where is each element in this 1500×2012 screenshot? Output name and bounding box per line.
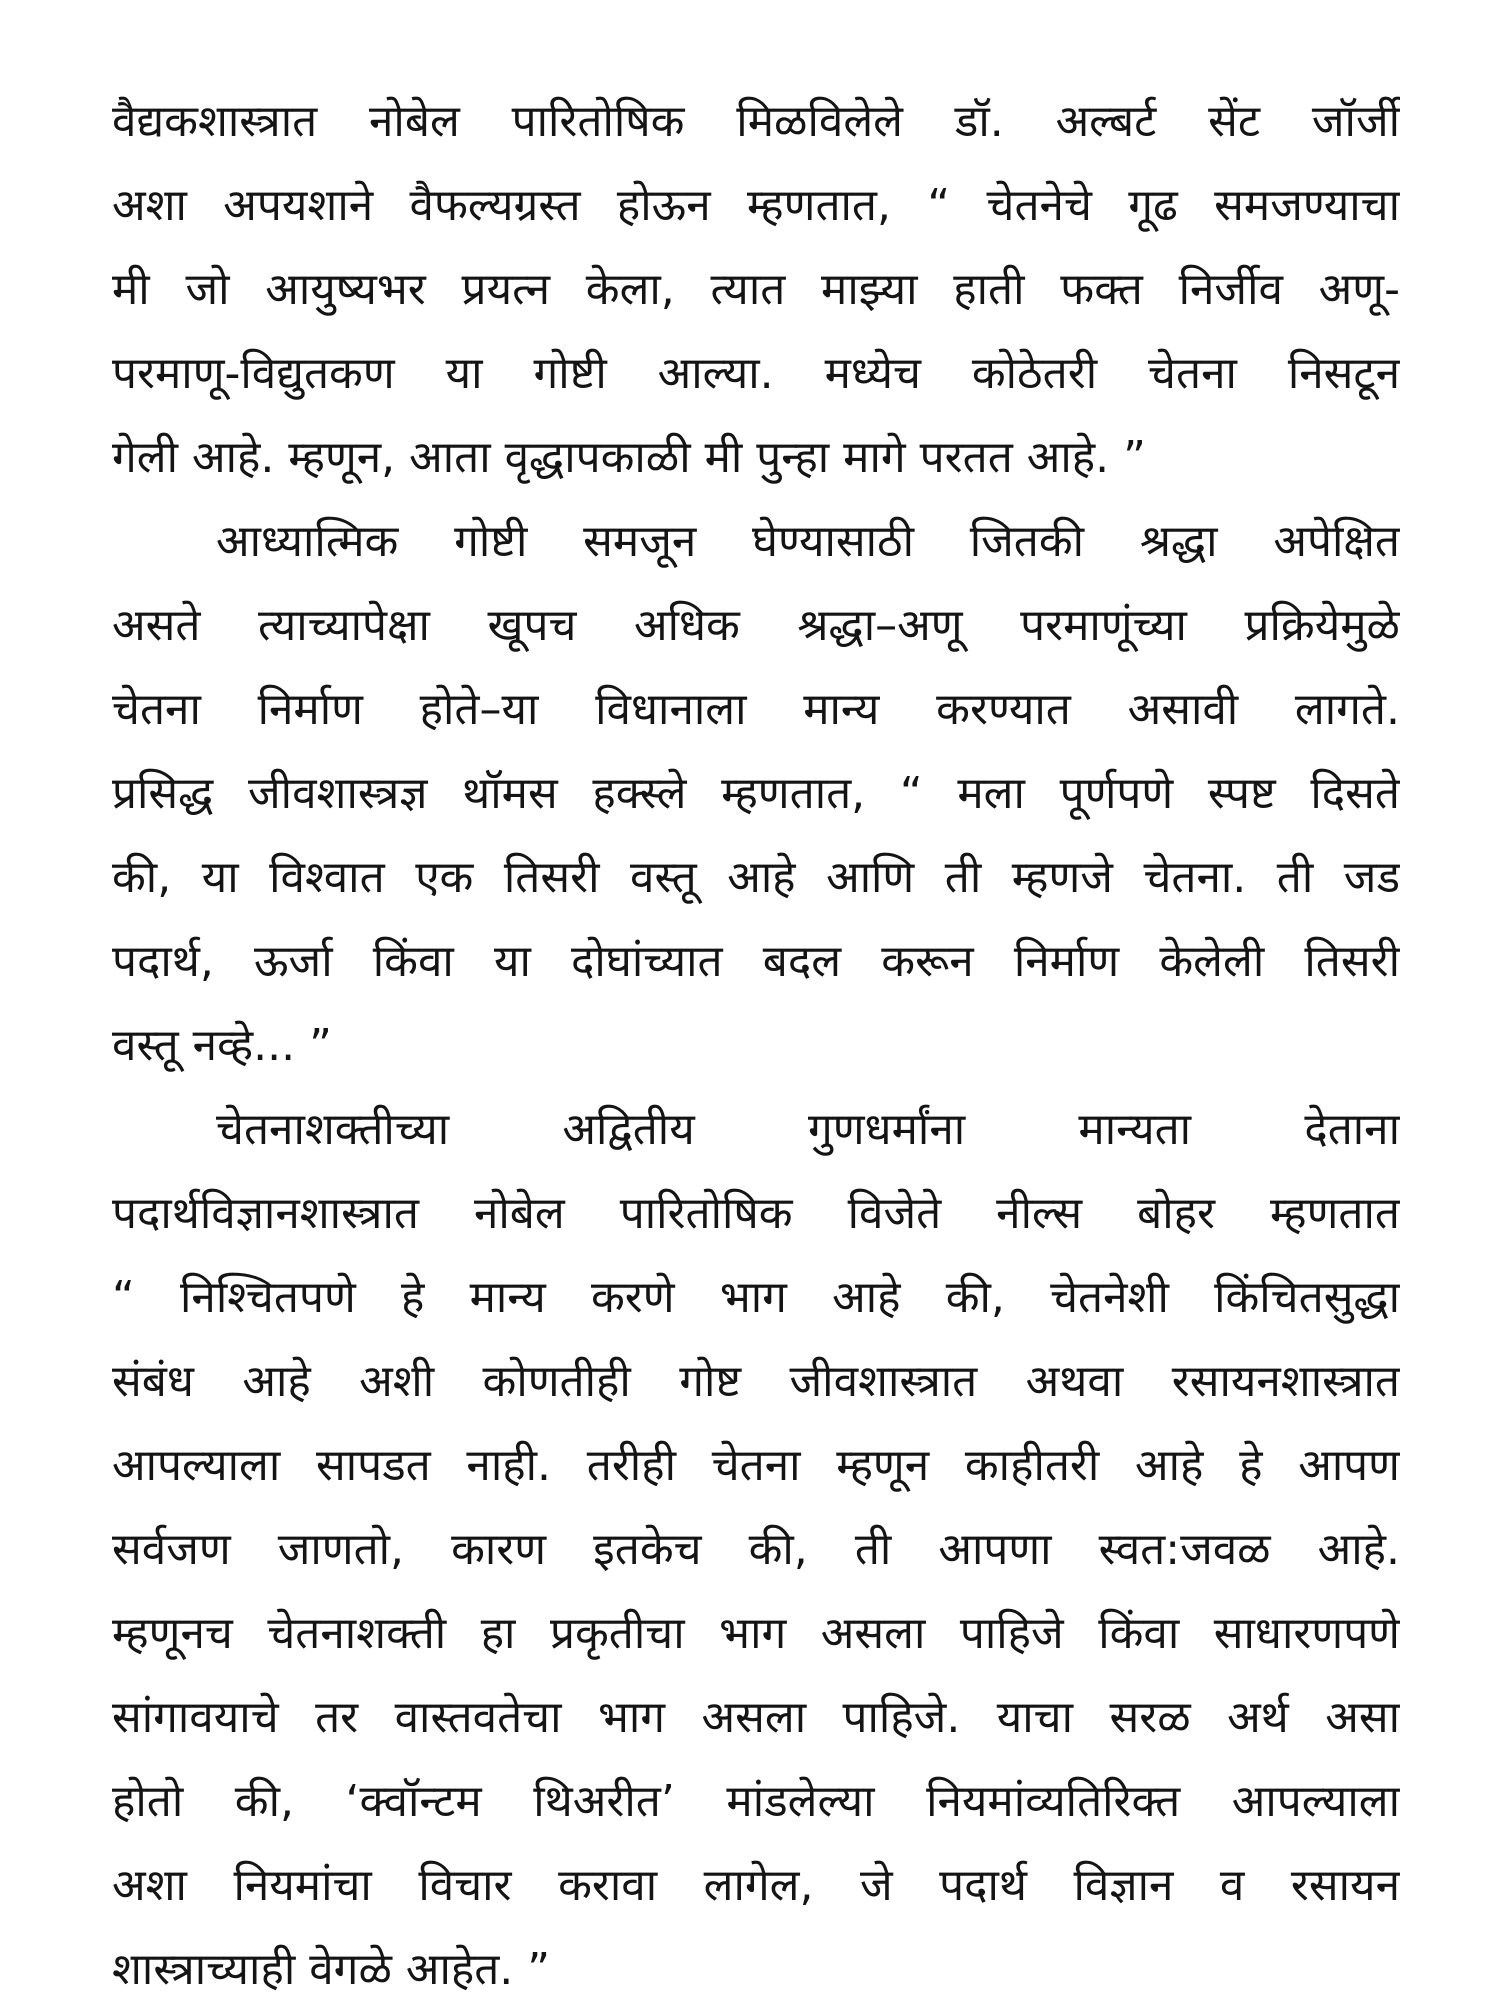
text-line: संबंध आहे अशी कोणतीही गोष्ट जीवशास्त्रात अथवा रसायनशास्त्रात: [112, 1356, 1400, 1407]
text-line: प्रसिद्ध जीवशास्त्रज्ञ थॉमस हक्स्ले म्हणतात, “ मला पूर्णपणे स्पष्ट दिसते: [112, 768, 1400, 819]
text-line: पदार्थ, ऊर्जा किंवा या दोघांच्यात बदल करून निर्माण केलेली तिसरी: [112, 936, 1400, 987]
text-line: गेली आहे. म्हणून, आता वृद्धापकाळी मी पुन्हा मागे परतत आहे. ”: [112, 432, 1146, 483]
text-line: सर्वजण जाणतो, कारण इतकेच की, ती आपणा स्वत:जवळ आहे.: [112, 1524, 1400, 1575]
text-line: चेतना निर्माण होते–या विधानाला मान्य करण्यात असावी लागते.: [112, 684, 1400, 735]
text-line: वैद्यकशास्त्रात नोबेल पारितोषिक मिळविलेले डॉ. अल्बर्ट सेंट जॉर्जी: [112, 96, 1400, 147]
document-page: [112, 80, 1400, 1995]
text-line: परमाणू-विद्युतकण या गोष्टी आल्या. मध्येच कोठेतरी चेतना निसटून: [112, 348, 1400, 399]
text-line: आपल्याला सापडत नाही. तरीही चेतना म्हणून काहीतरी आहे हे आपण: [112, 1440, 1400, 1491]
text-line: “ निश्चितपणे हे मान्य करणे भाग आहे की, चेतनेशी किंचितसुद्धा: [112, 1272, 1400, 1323]
text-line: असते त्याच्यापेक्षा खूपच अधिक श्रद्धा–अणू परमाणूंच्या प्रक्रियेमुळे: [112, 600, 1400, 651]
text-line: चेतनाशक्तीच्या अद्वितीय गुणधर्मांना मान्यता देताना: [216, 1104, 1400, 1155]
text-line: अशा नियमांचा विचार करावा लागेल, जे पदार्थ विज्ञान व रसायन: [112, 1860, 1400, 1911]
text-line: पदार्थविज्ञानशास्त्रात नोबेल पारितोषिक विजेते नील्स बोहर म्हणतात: [112, 1188, 1400, 1239]
text-line: मी जो आयुष्यभर प्रयत्न केला, त्यात माझ्या हाती फक्त निर्जीव अणू-: [112, 264, 1400, 315]
text-line: होतो की, ‘क्वॉन्टम थिअरीत’ मांडलेल्या नियमांव्यतिरिक्त आपल्याला: [112, 1776, 1400, 1827]
text-line: म्हणूनच चेतनाशक्ती हा प्रकृतीचा भाग असला पाहिजे किंवा साधारणपणे: [112, 1608, 1400, 1659]
text-line: अशा अपयशाने वैफल्यग्रस्त होऊन म्हणतात, “ चेतनेचे गूढ समजण्याचा: [112, 180, 1400, 231]
paragraph-2: [112, 500, 1400, 1088]
text-line: आध्यात्मिक गोष्टी समजून घेण्यासाठी जितकी श्रद्धा अपेक्षित: [216, 516, 1400, 567]
text-line: की, या विश्वात एक तिसरी वस्तू आहे आणि ती म्हणजे चेतना. ती जड: [112, 852, 1400, 903]
paragraph-3: [112, 1088, 1400, 2012]
paragraph-1: [112, 80, 1400, 500]
text-line: शास्त्राच्याही वेगळे आहेत. ”: [112, 1944, 551, 1995]
text-line: वस्तू नव्हे... ”: [112, 1020, 332, 1071]
text-line: सांगावयाचे तर वास्तवतेचा भाग असला पाहिजे. याचा सरळ अर्थ असा: [112, 1692, 1400, 1743]
